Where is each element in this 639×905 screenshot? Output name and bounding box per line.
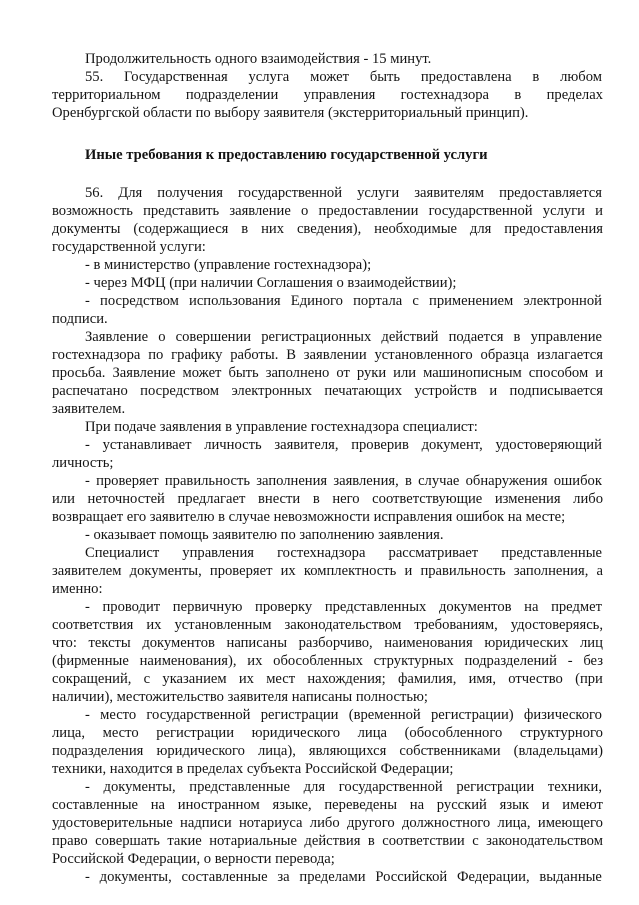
word: них xyxy=(261,221,285,237)
list-item: - оказывает помощь заявителю по заполнению заявления. xyxy=(85,527,444,543)
word: заявлении xyxy=(303,347,367,363)
word: лиц xyxy=(580,635,603,651)
word: быть xyxy=(369,69,401,85)
word: регистрации xyxy=(260,707,339,723)
word: лица, xyxy=(52,725,86,741)
text-line xyxy=(52,202,603,220)
word: удостоверяющий xyxy=(495,437,602,453)
word: может xyxy=(310,69,350,85)
word: выданные xyxy=(539,869,602,885)
word: по xyxy=(148,347,164,363)
word: ошибок xyxy=(553,473,602,489)
word: юридического xyxy=(156,743,245,759)
word: переведены xyxy=(324,797,398,813)
list-item: - в министерство (управление гостехнадзора); xyxy=(85,257,372,273)
word: подразделений xyxy=(464,653,557,669)
text-line: Российской Федерации, о верности перевода; xyxy=(52,851,335,867)
word: мест xyxy=(266,671,296,687)
word: - xyxy=(85,707,90,723)
word: заявителем xyxy=(52,563,122,579)
word: лица xyxy=(357,725,387,741)
word: управление xyxy=(530,329,602,345)
word: о xyxy=(301,203,309,219)
word: использования xyxy=(189,293,281,309)
word: представленные xyxy=(501,545,602,561)
word: или xyxy=(52,491,75,507)
text-line: именно: xyxy=(52,581,103,597)
word: удостоверительные xyxy=(52,815,173,831)
word: посредством xyxy=(100,293,179,309)
word: другого xyxy=(346,815,395,831)
word: совершать xyxy=(95,833,160,849)
word: разборчиво, xyxy=(298,635,373,651)
word: Специалист xyxy=(85,545,160,561)
word: документы, xyxy=(99,869,172,885)
word: машинописным xyxy=(423,365,522,381)
word: устанавливает xyxy=(102,437,192,453)
word: заполнения xyxy=(256,473,328,489)
word: надписи xyxy=(180,815,232,831)
word: языке, xyxy=(272,797,312,813)
word: комплектность xyxy=(303,563,397,579)
word: в xyxy=(514,87,522,103)
text-line xyxy=(85,544,602,562)
word: требованиям, xyxy=(414,617,498,633)
word: указанием xyxy=(162,671,227,687)
word: гостехнадзора xyxy=(52,347,141,363)
word: графику xyxy=(171,347,223,363)
word: их xyxy=(146,617,162,633)
word: без xyxy=(583,653,603,669)
word: услуги xyxy=(542,203,585,219)
word: Заявление xyxy=(85,329,149,345)
word: рассматривает xyxy=(388,545,479,561)
word: первичную xyxy=(172,599,243,615)
word: о xyxy=(158,329,166,345)
word: заполнения, xyxy=(513,563,589,579)
word: в xyxy=(532,69,540,85)
word: внести xyxy=(258,491,301,507)
word: представить xyxy=(143,203,220,219)
word: 55. xyxy=(85,69,104,85)
list-item xyxy=(85,706,602,724)
list-item xyxy=(85,778,602,796)
word: заявления, xyxy=(333,473,399,489)
text-line xyxy=(52,364,603,382)
word: (содержащиеся xyxy=(133,221,229,237)
word: Единого xyxy=(290,293,343,309)
list-item xyxy=(85,868,602,886)
text-line xyxy=(52,832,603,850)
word: государственной xyxy=(338,779,443,795)
word: случае xyxy=(418,473,460,489)
word: либо xyxy=(309,815,340,831)
word: электронной xyxy=(523,293,602,309)
word: подразделении xyxy=(185,87,279,103)
word: личность xyxy=(204,437,262,453)
word: документы, xyxy=(129,563,202,579)
text-line xyxy=(52,346,603,364)
word: - xyxy=(85,293,90,309)
word: в xyxy=(513,329,521,345)
word: заполнено xyxy=(265,365,330,381)
word: образца xyxy=(480,347,530,363)
text-line: государственной услуги: xyxy=(52,239,206,255)
word: предоставлена xyxy=(420,69,512,85)
word: заявителя, xyxy=(274,437,339,453)
word: изменения xyxy=(494,491,561,507)
list-item xyxy=(85,472,602,490)
word: регистрации xyxy=(456,779,535,795)
text-line: наличии), местожительство заявителя написаны полностью; xyxy=(52,689,428,705)
word: тексты xyxy=(88,635,131,651)
text-line xyxy=(85,184,602,202)
text-line xyxy=(52,86,603,104)
word: за xyxy=(277,869,290,885)
word: с xyxy=(143,671,151,687)
text-line: заявителем. xyxy=(52,401,126,417)
word: являющихся xyxy=(308,743,387,759)
word: физического xyxy=(523,707,602,723)
word: документов xyxy=(142,635,215,651)
word: излагается xyxy=(536,347,603,363)
word: посредством xyxy=(140,383,220,399)
word: возможность xyxy=(52,203,133,219)
word: с xyxy=(412,293,419,309)
word: заявление xyxy=(229,203,291,219)
word: услуга xyxy=(248,69,290,85)
word: (владельцами) xyxy=(513,743,603,759)
word: лица, xyxy=(497,815,531,831)
word: подается xyxy=(448,329,504,345)
word: руки xyxy=(356,365,387,381)
text-line: Оренбургской области по выбору заявителя (экстерриториальный принцип). xyxy=(52,105,529,121)
word: территориальном xyxy=(52,87,161,103)
list-item: - через МФЦ (при наличии Соглашения о взаимодействии); xyxy=(85,275,457,291)
word: на xyxy=(409,797,425,813)
word: проверяет xyxy=(209,563,273,579)
word: действия xyxy=(304,833,361,849)
word: (при xyxy=(575,671,603,687)
text-line xyxy=(85,328,602,346)
word: обособленных xyxy=(273,653,363,669)
word: управления xyxy=(303,87,376,103)
word: составленные xyxy=(52,797,139,813)
word: (обособленного xyxy=(404,725,503,741)
word: - xyxy=(85,437,90,453)
word: работы. xyxy=(230,347,279,363)
word: установленного xyxy=(374,347,473,363)
text-line xyxy=(52,382,603,400)
word: соответствия xyxy=(52,617,134,633)
text-line xyxy=(52,652,603,670)
word: проводит xyxy=(102,599,161,615)
word: него xyxy=(332,491,360,507)
word: предоставлении xyxy=(318,203,419,219)
word: их xyxy=(238,671,254,687)
text-line xyxy=(52,724,603,742)
list-item xyxy=(85,436,602,454)
text-line xyxy=(52,814,603,832)
text-line: подписи. xyxy=(52,311,108,327)
word: место xyxy=(100,707,137,723)
word: структурного xyxy=(519,725,603,741)
text-line xyxy=(52,670,603,688)
word: русский xyxy=(436,797,487,813)
word: предлагает xyxy=(177,491,246,507)
word: имя, xyxy=(468,671,497,687)
word: язык xyxy=(499,797,529,813)
word: нахождения; xyxy=(307,671,386,687)
word: пределами xyxy=(299,869,366,885)
word: - xyxy=(567,653,573,669)
text-line: личность; xyxy=(52,455,114,471)
word: установленным xyxy=(174,617,272,633)
word: представленных xyxy=(324,599,427,615)
text-line xyxy=(52,616,603,634)
word: 56. xyxy=(85,185,104,201)
word: (фирменные xyxy=(52,653,129,669)
word: услуги xyxy=(357,185,400,201)
word: Государственная xyxy=(124,69,228,85)
word: предоставляется xyxy=(499,185,602,201)
word: иностранном xyxy=(177,797,260,813)
text-line xyxy=(52,796,603,814)
word: просьба. xyxy=(52,365,106,381)
word: место xyxy=(102,725,139,741)
word: проверяет xyxy=(96,473,159,489)
word: государственной xyxy=(238,185,343,201)
word: документы xyxy=(52,221,121,237)
word: получения xyxy=(157,185,223,201)
word: их xyxy=(280,563,296,579)
word: правильность xyxy=(420,563,506,579)
word: Для xyxy=(118,185,143,201)
word: либо xyxy=(573,491,603,507)
word: соответствующие xyxy=(372,491,483,507)
list-item xyxy=(85,292,602,310)
word: техники, xyxy=(547,779,602,795)
word: и xyxy=(541,797,550,813)
word: документы, xyxy=(103,779,176,795)
text-line xyxy=(52,220,603,238)
word: устройств xyxy=(414,383,477,399)
word: подразделения xyxy=(52,743,144,759)
word: наименования), xyxy=(139,653,237,669)
word: Российской xyxy=(375,869,448,885)
word: соответствии xyxy=(382,833,465,849)
word: нотариуса xyxy=(238,815,303,831)
word: с xyxy=(472,833,479,849)
word: юридических xyxy=(484,635,569,651)
word: для xyxy=(469,221,492,237)
word: документов xyxy=(438,599,512,615)
word: любом xyxy=(560,69,602,85)
word: способом xyxy=(528,365,589,381)
word: правильность xyxy=(164,473,251,489)
word: представленные xyxy=(189,779,290,795)
word: удостоверяясь, xyxy=(510,617,603,633)
word: и xyxy=(595,365,603,381)
word: законодательством xyxy=(284,617,402,633)
word: регистрации) xyxy=(430,707,514,723)
word: юридического xyxy=(251,725,341,741)
word: - xyxy=(85,869,90,885)
text-line xyxy=(52,634,603,652)
word: проверку xyxy=(255,599,313,615)
word: пределах xyxy=(546,87,603,103)
text-line: техники, находится в пределах субъекта Российской Федерации; xyxy=(52,761,454,777)
text-line: Продолжительность одного взаимодействия - 15 минут. xyxy=(85,51,432,67)
text-line xyxy=(52,562,603,580)
word: имеют xyxy=(562,797,603,813)
text-line: При подаче заявления в управление гостехнадзора специалист: xyxy=(85,419,478,435)
word: государственной xyxy=(428,203,533,219)
word: и xyxy=(595,203,603,219)
word: лица), xyxy=(257,743,296,759)
word: - xyxy=(85,779,90,795)
word: проверив xyxy=(351,437,409,453)
text-line: возвращает его заявителю в случае невозможности исправления ошибок на месте; xyxy=(52,509,566,525)
text-line xyxy=(85,68,602,86)
word: от xyxy=(336,365,350,381)
word: распечатано xyxy=(52,383,128,399)
word: портала xyxy=(353,293,403,309)
word: действий xyxy=(381,329,439,345)
word: в xyxy=(241,221,249,237)
word: заявителям xyxy=(414,185,485,201)
word: имеющего xyxy=(537,815,603,831)
text-line xyxy=(52,490,603,508)
word: такие xyxy=(167,833,202,849)
word: может xyxy=(182,365,222,381)
list-item xyxy=(85,598,602,616)
word: в xyxy=(367,833,375,849)
word: право xyxy=(52,833,88,849)
word: и xyxy=(489,383,498,399)
word: их xyxy=(247,653,263,669)
word: что: xyxy=(52,635,77,651)
word: Заявление xyxy=(112,365,176,381)
word: необходимые xyxy=(374,221,457,237)
word: Федерации, xyxy=(457,869,530,885)
word: совершении xyxy=(175,329,252,345)
word: должностного xyxy=(401,815,491,831)
word: на xyxy=(524,599,539,615)
word: законодательством xyxy=(486,833,603,849)
word: электронных xyxy=(231,383,312,399)
word: в xyxy=(404,473,412,489)
word: обнаружения xyxy=(465,473,548,489)
word: наименования xyxy=(384,635,473,651)
word: сокращений, xyxy=(52,671,132,687)
word: а xyxy=(596,563,603,579)
text-line xyxy=(52,742,603,760)
section-heading: Иные требования к предоставлению государственной услуги xyxy=(85,147,488,163)
word: структурных xyxy=(373,653,454,669)
word: предмет xyxy=(551,599,602,615)
word: подписывается xyxy=(509,383,603,399)
word: предоставления xyxy=(504,221,603,237)
word: документ, xyxy=(421,437,483,453)
word: составленные xyxy=(181,869,268,885)
word: - xyxy=(85,599,90,615)
word: нотариальные xyxy=(209,833,297,849)
word: регистрационных xyxy=(261,329,372,345)
word: применением xyxy=(429,293,514,309)
word: и xyxy=(404,563,413,579)
word: в xyxy=(312,491,320,507)
word: неточностей xyxy=(87,491,165,507)
word: государственной xyxy=(146,707,251,723)
word: фамилия, xyxy=(397,671,457,687)
word: отчество xyxy=(508,671,563,687)
word: В xyxy=(286,347,296,363)
word: гостехнадзора xyxy=(400,87,490,103)
word: (временной xyxy=(348,707,421,723)
word: - xyxy=(85,473,90,489)
word: сведения), xyxy=(296,221,362,237)
word: для xyxy=(303,779,326,795)
word: регистрации xyxy=(156,725,235,741)
word: на xyxy=(150,797,166,813)
word: печатающих xyxy=(324,383,403,399)
word: гостехнадзора xyxy=(277,545,366,561)
word: управления xyxy=(182,545,254,561)
word: или xyxy=(393,365,417,381)
word: быть xyxy=(228,365,259,381)
word: написаны xyxy=(226,635,287,651)
word: собственниками xyxy=(399,743,501,759)
